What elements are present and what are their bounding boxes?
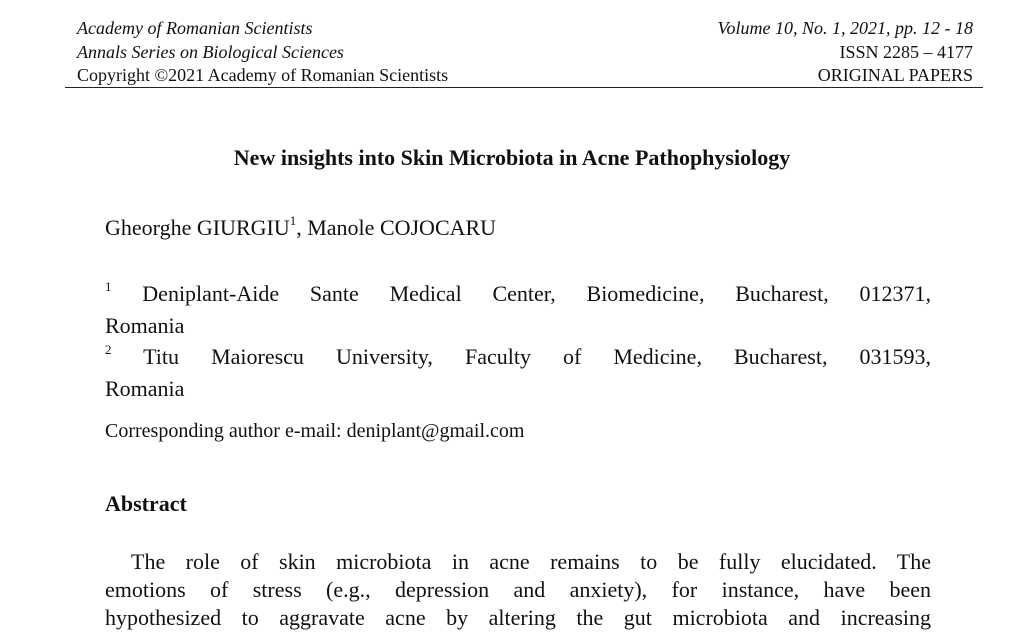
corresponding-author: Corresponding author e-mail: deniplant@gmail.com [105, 420, 525, 442]
abstract-body [105, 548, 931, 632]
affiliation-country: Romania [105, 313, 185, 338]
abstract-line: The role of skin microbiota in acne remains to be fully elucidated. The [131, 549, 931, 574]
author-list [105, 214, 496, 242]
journal-header-row-2 [77, 41, 973, 63]
series-name: Annals Series on Biological Sciences [77, 42, 344, 62]
affiliation-text: Titu Maiorescu University, Faculty of Medicine, Bucharest, 031593, [111, 344, 931, 369]
author-separator: , [296, 215, 308, 240]
affiliation-marker: 1 [289, 212, 297, 228]
abstract-line: hypothesized to aggravate acne by altering the gut microbiota and increasing [105, 605, 931, 630]
journal-name: Academy of Romanian Scientists [77, 18, 313, 38]
abstract-heading: Abstract [105, 491, 187, 516]
affiliation-number: 1 [105, 278, 112, 294]
affiliation-2 [105, 341, 931, 405]
copyright: Copyright ©2021 Academy of Romanian Scientists [77, 65, 449, 85]
header-divider [65, 87, 983, 88]
author-name: Gheorghe GIURGIU [105, 215, 290, 240]
abstract-line: emotions of stress (e.g., depression and anxiety), for instance, have been [105, 577, 931, 602]
paper-title: New insights into Skin Microbiota in Acne Pathophysiology [233, 145, 791, 170]
issn: ISSN 2285 – 4177 [839, 42, 973, 62]
journal-header-row-1 [77, 17, 973, 39]
affiliation-text: Deniplant-Aide Sante Medical Center, Biomedicine, Bucharest, 012371, [111, 281, 931, 306]
section-label: ORIGINAL PAPERS [817, 65, 973, 85]
volume-info: Volume 10, No. 1, 2021, pp. 12 - 18 [717, 18, 973, 38]
author-name: Manole COJOCARU [307, 215, 497, 240]
affiliation-number: 2 [105, 341, 112, 357]
affiliation-1 [105, 278, 931, 342]
journal-header-row-3 [77, 64, 973, 86]
affiliation-country: Romania [105, 376, 185, 401]
